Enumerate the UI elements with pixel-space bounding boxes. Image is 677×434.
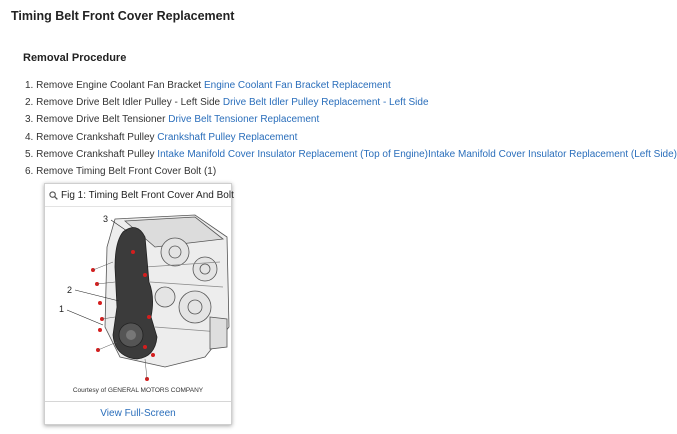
step-number: 3. bbox=[25, 114, 34, 126]
zoom-icon bbox=[49, 191, 58, 200]
step-text: Remove Crankshaft Pulley bbox=[36, 131, 155, 143]
step-link[interactable]: Intake Manifold Cover Insulator Replacement (Left Side) bbox=[428, 148, 677, 160]
page-title: Timing Belt Front Cover Replacement bbox=[11, 9, 235, 23]
step-link[interactable]: Drive Belt Idler Pulley Replacement - Left Side bbox=[222, 97, 429, 109]
callout-label: 2 bbox=[67, 285, 73, 295]
figure-header[interactable] bbox=[45, 184, 234, 207]
figure-credit: Courtesy of GENERAL MOTORS COMPANY bbox=[72, 387, 204, 394]
step-number: 2. bbox=[25, 97, 34, 109]
step-number: 4. bbox=[25, 131, 34, 143]
step-text: Remove Crankshaft Pulley bbox=[36, 148, 155, 160]
step-link[interactable]: Crankshaft Pulley Replacement bbox=[157, 131, 298, 143]
step-number: 6. bbox=[25, 166, 34, 178]
view-full-screen-link[interactable]: View Full-Screen bbox=[45, 401, 231, 425]
step-text: Remove Drive Belt Idler Pulley - Left Side bbox=[36, 97, 221, 109]
step-text: Remove Timing Belt Front Cover Bolt (1) bbox=[36, 166, 217, 178]
step-link[interactable]: Intake Manifold Cover Insulator Replacement (Top of Engine) bbox=[157, 148, 428, 160]
step-link[interactable]: Drive Belt Tensioner Replacement bbox=[168, 114, 320, 126]
step-number: 1. bbox=[25, 80, 34, 91]
removal-steps-list bbox=[25, 77, 677, 180]
callout-label: 3 bbox=[103, 214, 109, 224]
step-item bbox=[25, 94, 677, 111]
figure-title: Fig 1: Timing Belt Front Cover And Bolt bbox=[61, 189, 234, 201]
step-number: 5. bbox=[25, 148, 34, 160]
step-text: Remove Engine Coolant Fan Bracket bbox=[36, 80, 202, 91]
figure-card bbox=[44, 183, 232, 425]
step-text: Remove Drive Belt Tensioner bbox=[36, 114, 166, 126]
callout-label: 1 bbox=[59, 304, 65, 314]
section-title: Removal Procedure bbox=[23, 52, 127, 64]
step-link[interactable]: Engine Coolant Fan Bracket Replacement bbox=[204, 80, 391, 91]
step-item bbox=[25, 129, 677, 146]
step-item bbox=[25, 111, 677, 128]
step-item bbox=[25, 163, 677, 180]
step-item bbox=[25, 77, 677, 94]
step-item bbox=[25, 146, 677, 163]
engine-diagram-image[interactable] bbox=[45, 207, 231, 383]
